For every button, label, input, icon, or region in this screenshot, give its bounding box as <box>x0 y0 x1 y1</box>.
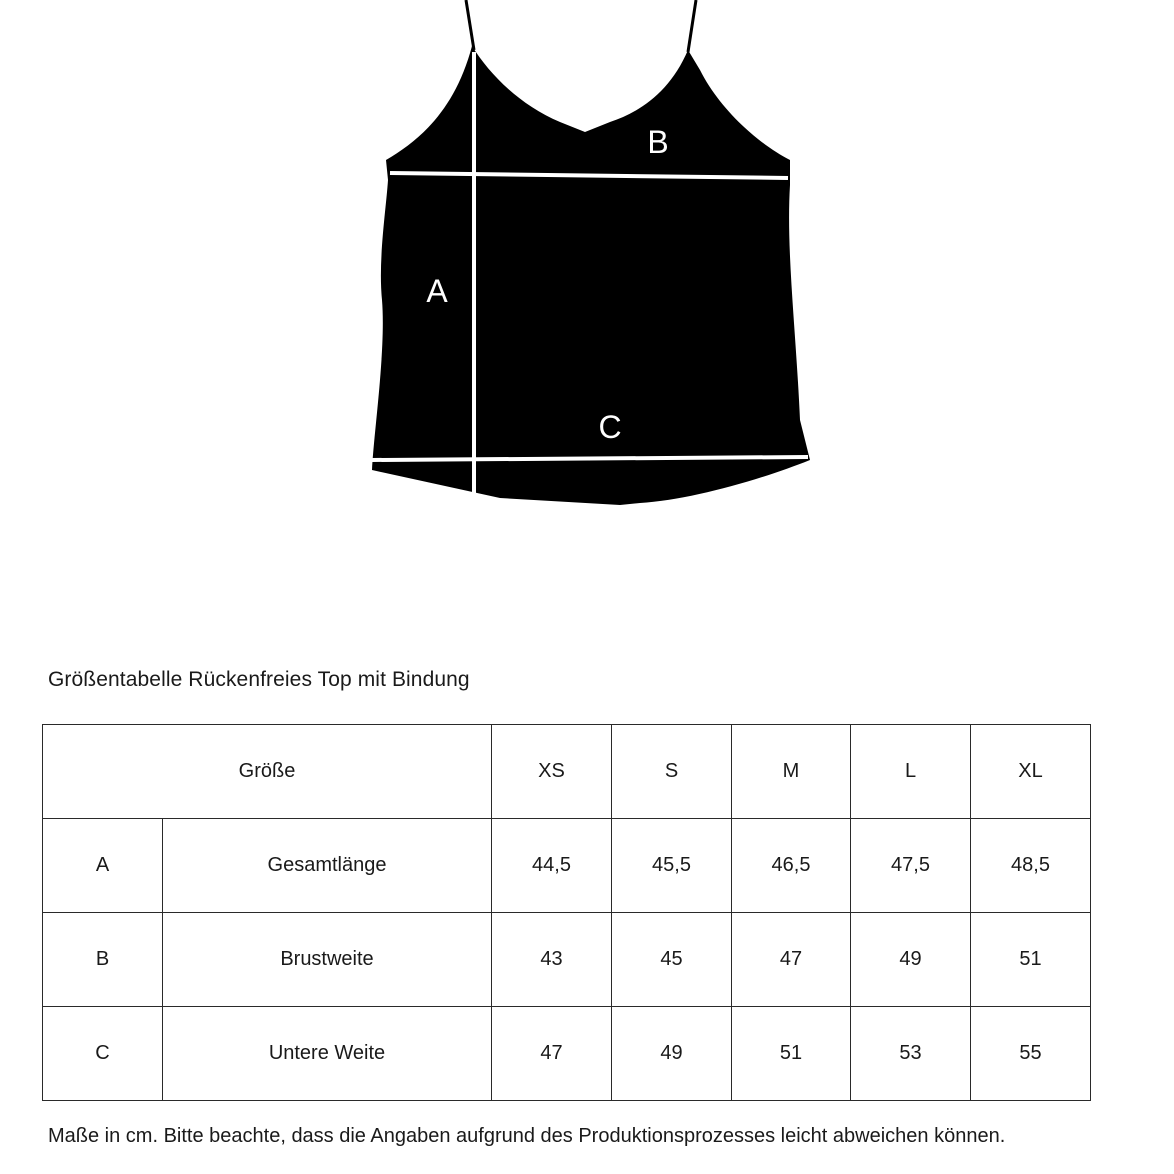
cell-value: 43 <box>492 913 612 1007</box>
cell-value: 47 <box>492 1007 612 1101</box>
header-size-l: L <box>851 725 971 819</box>
header-size-xl: XL <box>971 725 1091 819</box>
row-key: A <box>43 819 163 913</box>
cell-value: 49 <box>851 913 971 1007</box>
row-key: B <box>43 913 163 1007</box>
label-b: B <box>647 124 669 160</box>
left-strap <box>466 0 474 50</box>
header-size-m: M <box>732 725 851 819</box>
cell-value: 48,5 <box>971 819 1091 913</box>
label-c: C <box>598 409 622 445</box>
cell-value: 51 <box>732 1007 851 1101</box>
row-name: Brustweite <box>163 913 492 1007</box>
table-row <box>43 1007 1091 1101</box>
table-row <box>43 819 1091 913</box>
header-size-xs: XS <box>492 725 612 819</box>
garment-measurement-diagram <box>0 0 1174 560</box>
cell-value: 47,5 <box>851 819 971 913</box>
size-chart-caption: Größentabelle Rückenfreies Top mit Bindung <box>48 668 470 691</box>
cell-value: 44,5 <box>492 819 612 913</box>
header-size-s: S <box>612 725 732 819</box>
cell-value: 53 <box>851 1007 971 1101</box>
cell-value: 45,5 <box>612 819 732 913</box>
right-strap <box>688 0 696 52</box>
table-row <box>43 913 1091 1007</box>
row-name: Gesamtlänge <box>163 819 492 913</box>
size-table <box>42 724 1091 1101</box>
header-size-label: Größe <box>43 725 492 819</box>
cell-value: 47 <box>732 913 851 1007</box>
cell-value: 51 <box>971 913 1091 1007</box>
measurement-note: Maße in cm. Bitte beachte, dass die Angaben aufgrund des Produktionsprozesses leicht abweichen können. <box>48 1125 1006 1147</box>
cell-value: 55 <box>971 1007 1091 1101</box>
row-key: C <box>43 1007 163 1101</box>
cell-value: 49 <box>612 1007 732 1101</box>
cell-value: 45 <box>612 913 732 1007</box>
table-header-row <box>43 725 1091 819</box>
row-name: Untere Weite <box>163 1007 492 1101</box>
cell-value: 46,5 <box>732 819 851 913</box>
label-a: A <box>426 273 448 309</box>
